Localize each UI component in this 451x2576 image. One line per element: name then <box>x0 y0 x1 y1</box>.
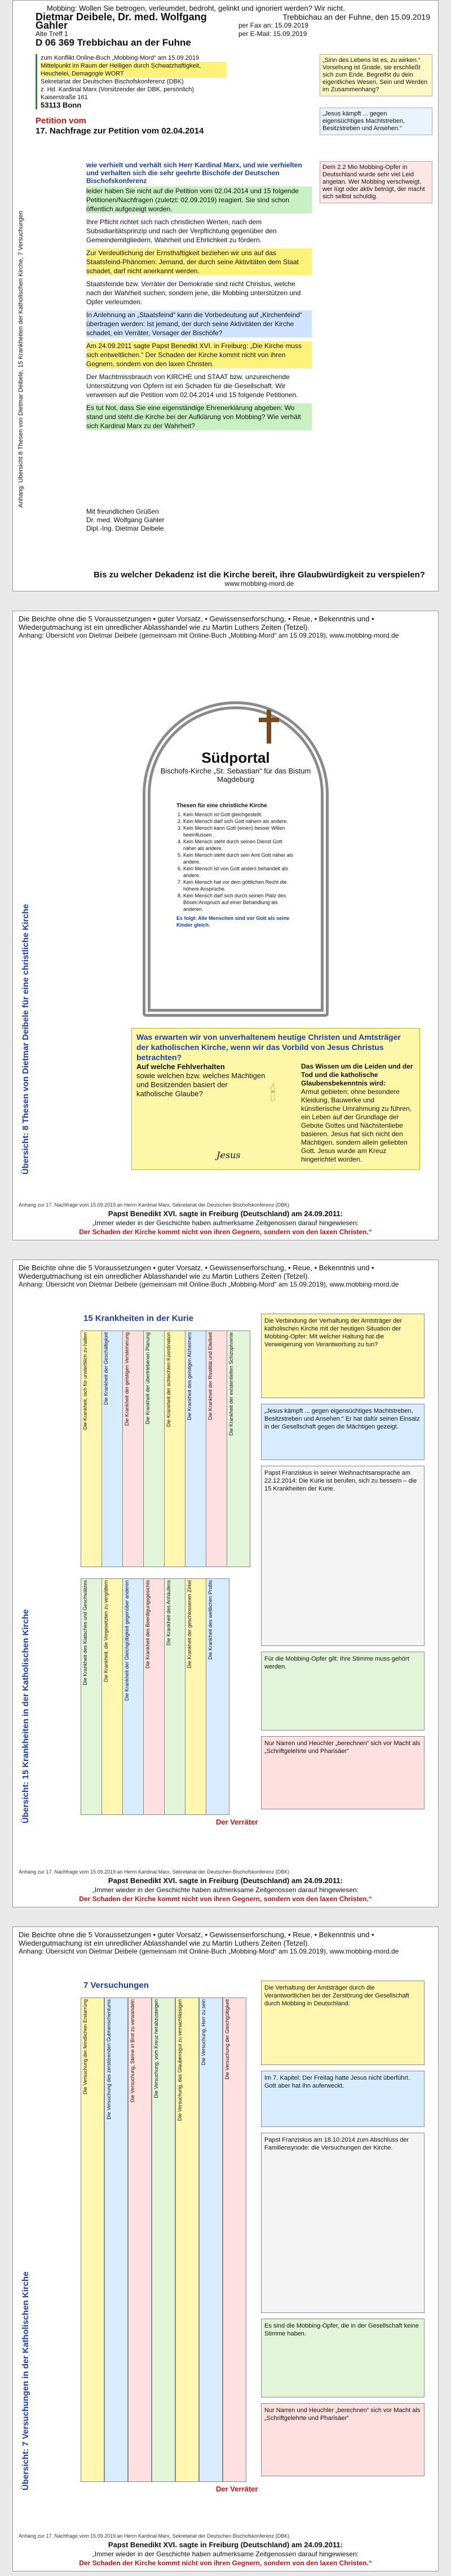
illness-card: Die Krankheit der existentiellen Schizophrenie <box>227 1331 250 1567</box>
illness-card: Die Krankheit der übertriebenen Planung <box>143 1331 167 1567</box>
subject-prefix: Petition vom <box>36 116 87 126</box>
sender-street: D 06 369 Trebbichau an der Fuhne <box>36 37 191 48</box>
illness-card: Die Krankheit der Gleichgültigkeit gegenüber anderen <box>122 1578 146 1815</box>
thesis-item: 3. Kein Mensch kann Gott (einen) besser Willen beeinflussen. <box>183 825 295 838</box>
illness-card: Die Krankheit des Beerdigungsgesichts <box>143 1578 167 1815</box>
overview-band: Übersicht: 15 Krankheiten in der Katholischen Kirche <box>21 1609 30 1823</box>
portal-subtitle: Bischofs-Kirche „St. Sebastian“ für das Bistum Magdeburg <box>160 767 311 784</box>
temptation-card: Die Versuchung, Herr zu sein <box>199 1997 223 2482</box>
page-footer <box>19 1200 432 1236</box>
traitor-label: Der Verräter <box>216 2485 258 2493</box>
attachment-page-2 <box>12 611 439 1240</box>
paragraph: Es tut Not, dass Sie eine eigenständige Ehrenerklärung abgeben: Wo stand und steht die Kirche bei der Aufklärung von Mobbing? Wie verhält sich Kardinal Marx zu der Wahrheit? <box>86 403 312 430</box>
recipient-line: Sekretariat der Deutschen Bischofskonferenz (DBK) <box>41 78 184 85</box>
info-box: Die Verhaltung der Amtsträger durch die Verantwortlichen bei der Zerstörung der Gesellschaft durch Mobbing in Deutschland. <box>261 1981 425 2065</box>
footer-quote: Der Schaden der Kirche kommt nicht von ihren Gegnern, sondern von den laxen Christen.“ <box>79 2559 372 2567</box>
footer-link[interactable]: www.mobbing-mord.de <box>224 580 294 588</box>
attachment-page-4 <box>12 1927 439 2571</box>
paragraph: leider haben Sie nicht auf die Petition vom 02.04.2014 und 15 folgende Petitionen/Nachfragen (zuletzt: 02.09.2019) reagiert. Sie sind schon öffentlich aufgezeigt worden. <box>86 186 312 213</box>
footer-note: Anhang zur 17. Nachfrage vom 15.09.2019 an Herrn Kardinal Marx, Sekretariat der Deutschen Bischofskonferenz (DBK) <box>19 1869 290 1875</box>
header-line: Die Beichte ohne die 5 Voraussetzungen • guter Vorsatz, • Gewissenserforschung, • Reue, • Bekenntnis und • Wiedergutmachung ist ein unredlicher Ablasshandel wie zu Martin Luthers Zeiten (Tetzel). <box>19 615 374 631</box>
signer-name: Dipl.-Ing. Dietmar Deibele <box>86 524 164 532</box>
page-footer <box>19 1867 432 1903</box>
footer-question: Bis zu welcher Dekadenz ist die Kirche bereit, ihre Glaubwürdigkeit zu verspielen? <box>94 570 425 580</box>
expectation-right <box>301 1062 414 1164</box>
thesis-item: 4. Kein Mensch steht durch seinen Dienst Gott näher als andere. <box>183 838 295 852</box>
illness-card: Die Krankheit der schlechten Koordination <box>164 1331 188 1567</box>
theses-list <box>176 803 295 928</box>
letter-page-1 <box>12 0 439 591</box>
quote-box: Dem 2.2 Mio Mobbing-Opfer in Deutschland wurde sehr viel Leid angetan. Wer Mobbing verschweigt, wer lügt oder aktiv betrügt, der macht sich selbst schuldig. <box>320 161 432 203</box>
expectation-question: Was erwarten wir von unverhaltenem heutige Christen und Amtsträger der katholischen Kirche, wenn wir das Vorbild von Jesus Christus betrachten? <box>136 1033 401 1062</box>
recipient-line: zum Konflikt Online-Buch „Mobbing-Mord“ am 15.09.2019 <box>41 55 200 61</box>
portal-title: Südportal <box>201 749 270 766</box>
sender-extra: Alte Treff 1 <box>36 30 68 38</box>
recipient-line: Mittelpunkt im Raum der Heiligen durch Schwatzhaftigkeit, Heuchelei, Demagogie WORT <box>41 62 227 78</box>
portal-title-block <box>151 749 320 784</box>
sender-block <box>36 13 238 47</box>
theses-title: Thesen für eine christliche Kirche <box>176 803 267 809</box>
header-line: Die Beichte ohne die 5 Voraussetzungen • guter Vorsatz, • Gewissenserforschung, • Reue, • Bekenntnis und • Wiedergutmachung ist ein unredlicher Ablasshandel wie zu Martin Luthers Zeiten (Tetzel). <box>19 1930 374 1947</box>
overview-band: Übersicht: 7 Versuchungen in der Katholischen Kirche <box>21 2271 30 2490</box>
sender-name: Dietmar Deibele, Dr. med. Wolfgang Gahler <box>36 11 207 31</box>
page-footer <box>19 2531 432 2568</box>
signer-name: Dr. med. Wolfgang Gahler <box>86 516 165 524</box>
temptation-card: Die Versuchung der feindlichen Erstarrung <box>81 1997 104 2482</box>
illness-columns <box>81 1331 250 1821</box>
candle-icon: 🕯 <box>270 1082 276 1105</box>
closing-block <box>86 508 425 533</box>
temptation-card: Die Versuchung, Steine in Brot zu verwandeln <box>128 1997 152 2482</box>
info-box: Nur Narren und Heuchler „berechnen“ sich vor Macht als „Schriftgelehrte und Pharisäer“ <box>261 2403 425 2476</box>
temptation-card: Die Versuchung, das Glaubensgut zu vernachlässigen <box>175 1997 199 2482</box>
contact-block <box>238 13 430 38</box>
illness-card: Die Krankheit, sich für unsterblich zu halten <box>81 1331 104 1567</box>
header-line: Anhang: Übersicht von Dietmar Deibele (gemeinsam mit Online-Buch „Mobbing-Mord“ am 15.09.2019), www.mobbing-mord.de <box>19 631 399 639</box>
footer-note: Anhang zur 17. Nachfrage vom 15.09.2019 an Herrn Kardinal Marx, Sekretariat der Deutschen Bischofskonferenz (DBK) <box>19 2533 290 2539</box>
illness-card: Die Krankheit des geistigen Alzheimers <box>185 1331 209 1567</box>
recipient-line: Kaiserstraße 161 <box>41 94 88 101</box>
traitor-label: Der Verräter <box>216 1818 258 1826</box>
paragraph: Der Machtmissbrauch von KIRCHE und STAAT bzw. unzureichende Unterstützung von Opfern ist ein Schaden für die Gesellschaft. Wir verweisen auf die Petition vom 02.04.2014 und 15 folgende Petitionen. <box>86 373 298 399</box>
thesis-item: 5. Kein Mensch steht durch sein Amt Gott näher als andere. <box>183 852 295 865</box>
quote-box: „Sinn des Lebens ist es, zu wirken.“ Vorsehung ist Gnade, sie erschließt sich zum Ende. Begreifst du dein eigentliches Wesen, Sein und Werden im Zusammenhang? <box>320 54 432 96</box>
footer-note: Anhang zur 17. Nachfrage vom 15.09.2019 an Herrn Kardinal Marx, Sekretariat der Deutschen Bischofskonferenz (DBK) <box>19 1202 290 1208</box>
paragraph: Ihre Pflicht richtet sich nach christlichen Werten, nach dem Subsidiaritätsprinzip und nach der Verpflichtung gegenüber den Gemeindemitgliedern, Wahrheit und Ehrlichkeit zu fördern. <box>86 218 277 244</box>
expectation-left-title: Auf welche Fehlverhalten <box>136 1062 225 1071</box>
jesus-signature: Jesus <box>216 1150 241 1160</box>
email-line: per E-Mail: 15.09.2019 <box>238 30 307 38</box>
info-box: Im 7. Kapitel: Der Freitag hatte Jesus nicht überführt. Gott aber hat ihn auferweckt. <box>261 2071 425 2127</box>
header-line: Die Beichte ohne die 5 Voraussetzungen • guter Vorsatz, • Gewissenserforschung, • Reue, • Bekenntnis und • Wiedergutmachung ist ein unredlicher Ablasshandel wie zu Martin Luthers Zeiten (Tetzel). <box>19 1263 374 1280</box>
illness-card: Die Krankheit der geistigen Versteinerung <box>122 1331 146 1567</box>
info-box: Es sind die Mobbing-Opfer, die in der Gesellschaft keine Stimme haben. <box>261 2319 425 2397</box>
recipient-city: 53113 Bonn <box>41 101 82 109</box>
cross-icon <box>267 710 271 744</box>
page-header: Mobbing: Wollen Sie betrogen, verleumdet, bedroht, gelinkt und ignoriert werden? Wir nicht. <box>47 4 345 12</box>
footer-quote: Der Schaden der Kirche kommt nicht von ihren Gegnern, sondern von den laxen Christen.“ <box>79 1228 372 1236</box>
attachment-page-3 <box>12 1260 439 1907</box>
info-box: Nur Narren und Heuchler „berechnen“ sich vor Macht als „Schriftgelehrte und Pharisäer“ <box>261 1736 425 1809</box>
temptation-card: Die Versuchung, vom Kreuz herabzusteigen <box>152 1997 175 2482</box>
letter-body <box>86 186 312 434</box>
illness-card: Die Krankheit, die Vorgesetzten zu vergöttern <box>101 1578 125 1815</box>
illness-card: Die Krankheit der Rivalität und Eitelkeit <box>206 1331 229 1567</box>
temptation-card: Die Versuchung der Gleichgültigkeit <box>223 1997 246 2482</box>
temptation-columns <box>81 1997 250 2488</box>
page-footer <box>86 570 432 588</box>
footer-quote: „Immer wieder in der Geschichte haben aufmerksame Zeitgenossen darauf hingewiesen: <box>92 1886 359 1894</box>
thesis-item: 7. Kein Mensch hat vor dem göttlichen Recht die höhere Ansprüche. <box>183 879 295 892</box>
section-title: 15 Krankheiten in der Kurie <box>83 1314 194 1323</box>
footer-pope: Papst Benedikt XVI. sagte in Freiburg (Deutschland) am 24.09.2011: <box>108 2541 343 2549</box>
theses-closing: Es folgt: Alle Menschen sind vor Gott als seine Kinder gleich. <box>176 915 290 928</box>
recipient-line: z. Hd. Kardinal Marx (Vorsitzender der DBK, persönlich) <box>41 86 194 93</box>
subject-detail: wie verhielt und verhält sich Herr Kardinal Marx, und wie verhielten und verhalten sich die sehr geehrte Bischöfe der Deutschen Bischofskonferenz <box>86 161 302 185</box>
fax-line: per Fax an: 15.09.2019 <box>238 21 309 29</box>
footer-quote: „Immer wieder in der Geschichte haben aufmerksame Zeitgenossen darauf hingewiesen: <box>92 2550 359 2558</box>
expectation-right-title: Das Wissen um die Leiden und der Tod und die katholische Glaubensbekenntnis wird: <box>301 1062 413 1087</box>
expectation-left-text: sowie welchen bzw. welches Mächtigen und Besitzenden basiert der katholische Glaube? <box>136 1071 266 1098</box>
expectation-box <box>131 1028 420 1170</box>
header-line: Anhang: Übersicht von Dietmar Deibele (gemeinsam mit Online-Buch „Mobbing-Mord“ am 15.09.2019), www.mobbing-mord.de <box>19 1947 399 1955</box>
paragraph: Am 24.09.2011 sagte Papst Benedikt XVI. in Freiburg: „Die Kirche muss sich entweltlichen.“ Der Schaden der Kirche kommt nicht von ihren Gegnern, sondern von den laxen Christen. <box>86 341 312 368</box>
page-header <box>19 615 432 640</box>
thesis-item: 8. Kein Mensch darf sich durch seinen Platz des Bösen Anspruch auf einer Behandlung als anderen. <box>183 892 295 913</box>
paragraph: In Anlehnung an „Staatsfeind“ kann die Vorbedeutung auf „Kirchenfeind“ übertragen werden: Ist jemand, der durch seine Aktivitäten der Kirche schadet, ein Verräter, Versager der Bischöfe? <box>86 310 312 337</box>
section-title: 7 Versuchungen <box>83 1981 149 1990</box>
info-box: Papst Franziskus am 18.10.2014 zum Abschluss der Familiensynode: die Versuchungen der Kirche. <box>261 2133 425 2313</box>
thesis-item: 2. Kein Mensch darf sich Gott nähern als andere. <box>183 818 295 825</box>
thesis-item: 1. Kein Mensch ist Gott gleichgestellt. <box>183 811 295 818</box>
quote-box: „Jesus kämpft ... gegen eigensüchtiges Machtstreben, Besitzstreben und Ansehen.“ <box>320 108 432 135</box>
header-line: Anhang: Übersicht von Dietmar Deibele (gemeinsam mit Online-Buch „Mobbing-Mord“ am 15.09.2019), www.mobbing-mord.de <box>19 1280 399 1288</box>
illness-card: Die Krankheit der Geschäftigkeit <box>101 1331 125 1567</box>
expectation-left <box>136 1062 266 1098</box>
subject-line <box>36 116 306 136</box>
side-vertical-note: Anhang: Übersicht 8 Thesen von Dietmar Deibele, 15 Krankheiten der Katholischen Kirche, 7 Versuchungen <box>17 211 24 508</box>
overview-band: Übersicht: 8 Thesen von Dietmar Deibele für eine christliche Kirche <box>21 904 30 1174</box>
illness-card: Die Krankheit des Klatsches und Geschwätzes <box>81 1578 104 1815</box>
footer-quote: „Immer wieder in der Geschichte haben aufmerksame Zeitgenossen darauf hingewiesen: <box>92 1219 359 1227</box>
expectation-right-text: Armut gebieten; ohne besondere Kleidung, Bauwerke und künstlerische Umrahmung zu führen, ein Leben auf der Grundlage der Gebote Gottes und Nächstenliebe basieren. Jesus hat sich nicht den Mächtigen, sondern allein geliebten Gott. Jesus wurde am Kreuz hingerichtet worden. <box>301 1088 412 1163</box>
paragraph: Zur Verdeutlichung der Ernsthaftigkeit beziehen wir uns auf das Staatsfeind-Phänomen: Jemand, der durch seine Aktivitäten dem Staat schadet, darf nicht anerkannt werden. <box>86 248 312 275</box>
temptation-card: Die Versuchung des zerstörenden Gutmenschentums <box>104 1997 128 2482</box>
place-date: Trebbichau an der Fuhne, den 15.09.2019 <box>282 12 430 21</box>
page-header <box>19 1263 432 1289</box>
subject-title: 17. Nachfrage zur Petition vom 02.04.2014 <box>36 126 204 136</box>
recipient-block <box>36 54 227 109</box>
thesis-item: 6. Kein Mensch ist von Gott anders behandelt als andere. <box>183 865 295 879</box>
info-box: Die Verbindung der Verhaltung der Amtsträger der katholischen Kirche mit der heutigen Situation der Mobbing-Opfer: Mit welcher Haltung hat die Verweigerung von Verantwortung zu tun? <box>261 1314 425 1398</box>
paragraph: Staatsfeinde bzw. Verräter der Demokratie sind nicht Christus, welche nach der Wahrheit suchen, sondern jene, die Mobbing unterstützen und Opfer verleumden. <box>86 280 301 306</box>
illness-card: Die Krankheit des Anhäufens <box>164 1578 188 1815</box>
page-header <box>19 1930 432 1956</box>
info-box: Papst Franziskus in seiner Weihnachtsansprache am 22.12.2014: Die Kurie ist berufen, sich zu bessern – die 15 Krankheiten der Kurie. <box>261 1466 425 1646</box>
closing-greeting: Mit freundlichen Grüßen <box>86 508 159 515</box>
info-box: „Jesus kämpft ... gegen eigensüchtiges Machtstreben, Besitzstreben und Ansehen.“ Er hat dafür seinen Einsatz in der Gesellschaft gegen die Mächtigen gezeigt. <box>261 1404 425 1460</box>
footer-pope: Papst Benedikt XVI. sagte in Freiburg (Deutschland) am 24.09.2011: <box>108 1209 343 1218</box>
info-box: Für die Mobbing-Opfer gilt: Ihre Stimme muss gehört werden. <box>261 1652 425 1730</box>
illness-card: Die Krankheit des weltlichen Profits <box>206 1578 229 1815</box>
footer-pope: Papst Benedikt XVI. sagte in Freiburg (Deutschland) am 24.09.2011: <box>108 1876 343 1885</box>
footer-quote: Der Schaden der Kirche kommt nicht von ihren Gegnern, sondern von den laxen Christen.“ <box>79 1895 372 1903</box>
illness-card: Die Krankheit der geschlossenen Zirkel <box>185 1578 209 1815</box>
